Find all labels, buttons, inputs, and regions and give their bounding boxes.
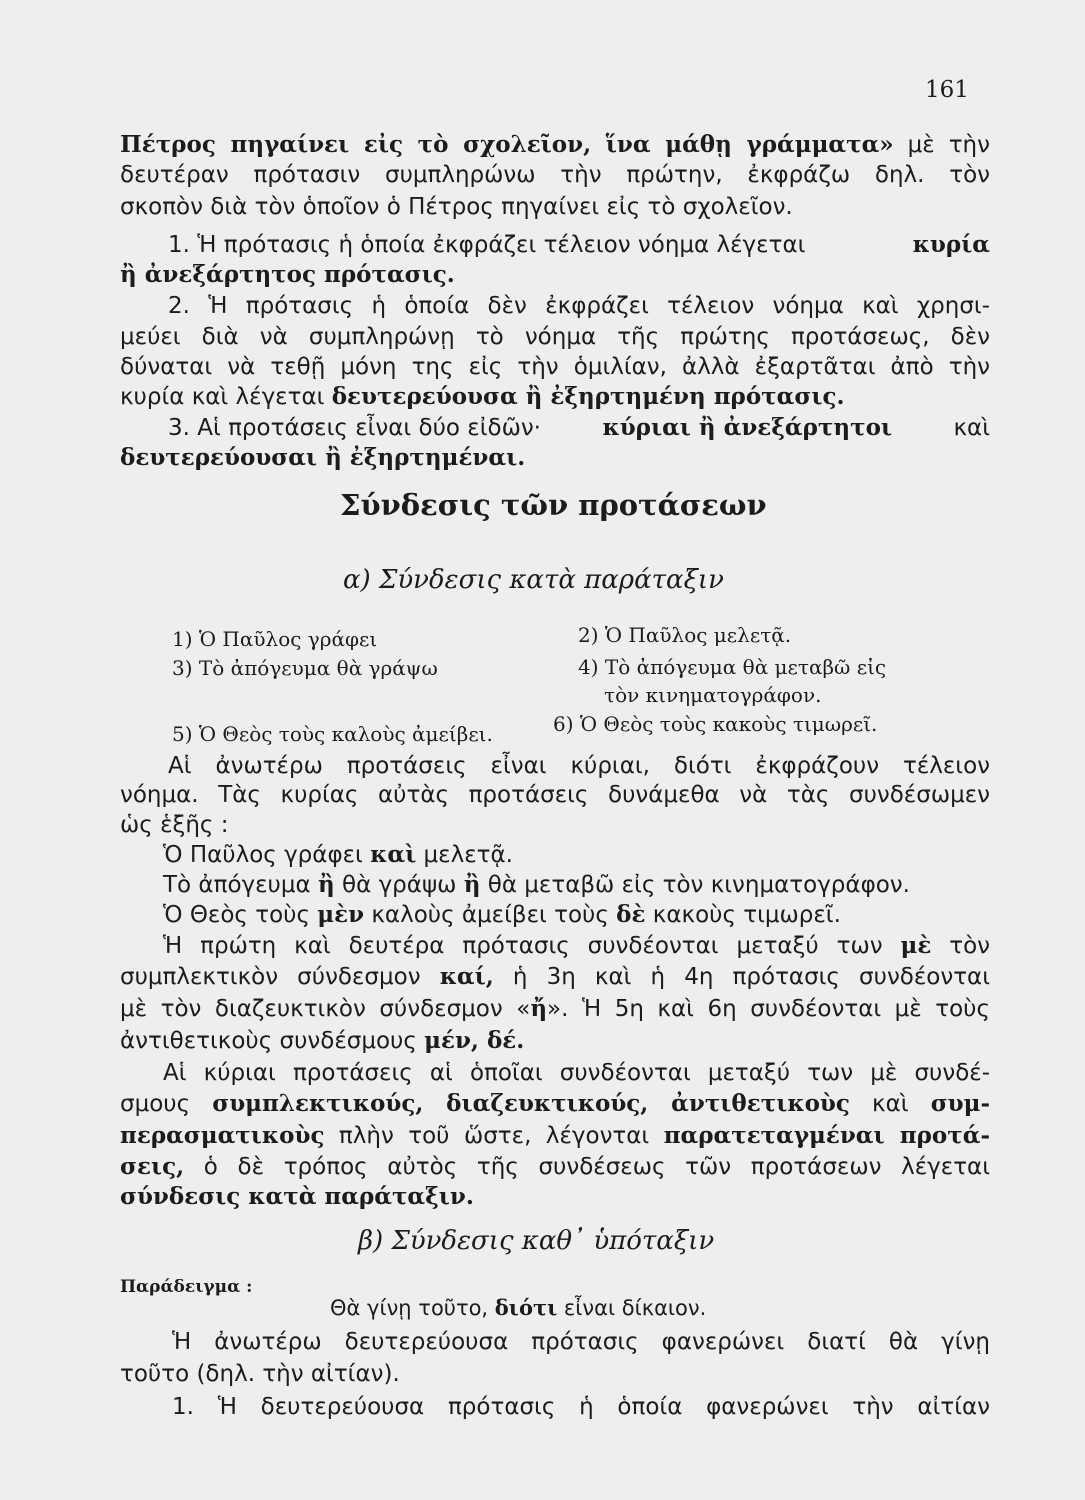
example-2: 2) Ὁ Παῦλος μελετᾷ. — [578, 623, 792, 647]
rule2-line1: 2. Ἡ πρότασις ἡ ὁποία δὲν ἐκφράζει τέλειον νόημα καὶ χρησι- — [168, 293, 990, 319]
combined-1: Ὁ Παῦλος γράφει καὶ μελετᾷ. — [163, 841, 513, 868]
section-title: Σύνδεσις τῶν προτάσεων — [340, 488, 767, 522]
para4-line1: Αἱ κύριαι προτάσεις αἱ ὁποῖαι συνδέονται μεταξύ των μὲ συνδέ- — [163, 1060, 990, 1086]
example-4a: 4) Τὸ ἀπόγευμα θὰ μεταβῶ εἰς — [578, 655, 887, 679]
para1-line1: Πέτρος πηγαίνει εἰς τὸ σχολεῖον, ἵνα μάθῃ γράμματα» μὲ τὴν — [120, 131, 990, 158]
para3-line4: ἀντιθετικοὺς συνδέσμους μέν, δέ. — [120, 1027, 525, 1054]
rule1-line1: 1. Ἡ πρότασις ἡ ὁποία ἐκφράζει τέλειον νόημα λέγεται κυρία — [168, 231, 990, 258]
para3-line3: μὲ τὸν διαζευκτικὸν σύνδεσμον «ἤ». Ἡ 5η καὶ 6η συνδέονται μὲ τοὺς — [120, 995, 990, 1022]
example-1: 1) Ὁ Παῦλος γράφει — [172, 627, 378, 651]
rule2-line4: κυρία καὶ λέγεται δευτερεύουσα ἢ ἐξηρτημένη πρότασις. — [120, 383, 845, 410]
rule2-line3: δύναται νὰ τεθῇ μόνη της εἰς τὴν ὁμιλίαν, ἀλλὰ ἐξαρτᾶται ἀπὸ τὴν — [120, 354, 990, 380]
page-number: 161 — [925, 77, 969, 103]
para3-line1: Ἡ πρώτη καὶ δευτέρα πρότασις συνδέονται μεταξύ των μὲ τὸν — [163, 932, 991, 959]
para5-line3: 1. Ἡ δευτερεύουσα πρότασις ἡ ὁποία φανερώνει τὴν αἰτίαν — [172, 1394, 990, 1420]
para3-line2: συμπλεκτικὸν σύνδεσμον καί, ἡ 3η καὶ ἡ 4η πρότασις συνδέονται — [120, 963, 991, 990]
rule3-line2: δευτερεύουσαι ἢ ἐξηρτημέναι. — [120, 444, 526, 471]
rule2-line2: μεύει διὰ νὰ συμπληρώνῃ τὸ νόημα τῆς πρώτης προτάσεως, δὲν — [120, 324, 990, 350]
para5-line2: τοῦτο (δηλ. τὴν αἰτίαν). — [120, 1361, 400, 1387]
example-5: 5) Ὁ Θεὸς τοὺς καλοὺς ἀμείβει. — [172, 722, 493, 746]
para4-line3: περασματικοὺς πλὴν τοῦ ὥστε, λέγονται παρατεταγμέναι προτά- — [120, 1122, 990, 1149]
para4-line5: σύνδεσις κατὰ παράταξιν. — [120, 1183, 474, 1210]
para4-line4: σεις, ὁ δὲ τρόπος αὐτὸς τῆς συνδέσεως τῶν προτάσεων λέγεται — [120, 1153, 990, 1180]
para5-line1: Ἡ ἀνωτέρω δευτερεύουσα πρότασις φανερώνει διατί θὰ γίνῃ — [172, 1329, 990, 1355]
rule3-line1: 3. Αἱ προτάσεις εἶναι δύο εἰδῶν· κύριαι ἢ ἀνεξάρτητοι καὶ — [168, 414, 990, 441]
subsection-a-title: α) Σύνδεσις κατὰ παράταξιν — [343, 565, 724, 595]
example-sentence: Θὰ γίνῃ τοῦτο, διότι εἶναι δίκαιον. — [330, 1295, 707, 1320]
combined-3: Ὁ Θεὸς τοὺς μὲν καλοὺς ἀμείβει τοὺς δὲ κακοὺς τιμωρεῖ. — [163, 901, 841, 928]
para2-line3: ὡς ἑξῆς : — [120, 812, 229, 838]
para1-line2: δευτέραν πρότασιν συμπληρώνω τὴν πρώτην, ἐκφράζω δηλ. τὸν — [120, 162, 990, 188]
para1-line3: σκοπὸν διὰ τὸν ὁποῖον ὁ Πέτρος πηγαίνει εἰς τὸ σχολεῖον. — [120, 194, 793, 220]
combined-2: Τὸ ἀπόγευμα ἢ θὰ γράψω ἢ θὰ μεταβῶ εἰς τὸν κινηματογράφον. — [163, 871, 910, 898]
example-4b: τὸν κινηματογράφον. — [604, 683, 822, 707]
example-6: 6) Ὁ Θεὸς τοὺς κακοὺς τιμωρεῖ. — [553, 712, 878, 736]
rule1-line2: ἢ ἀνεξάρτητος πρότασις. — [120, 261, 455, 288]
para2-line1: Αἱ ἀνωτέρω προτάσεις εἶναι κύριαι, διότι ἐκφράζουν τέλειον — [168, 753, 990, 779]
example-3: 3) Τὸ ἀπόγευμα θὰ γράψω — [172, 656, 438, 680]
example-label: Παράδειγμα : — [120, 1277, 253, 1297]
para2-line2: νόημα. Τὰς κυρίας αὐτὰς προτάσεις δυνάμεθα νὰ τὰς συνδέσωμεν — [120, 782, 990, 808]
para4-line2: σμους συμπλεκτικούς, διαζευκτικούς, ἀντιθετικοὺς καὶ συμ- — [120, 1090, 991, 1117]
subsection-b-title: β) Σύνδεσις καθ᾽ ὑπόταξιν — [358, 1226, 715, 1256]
